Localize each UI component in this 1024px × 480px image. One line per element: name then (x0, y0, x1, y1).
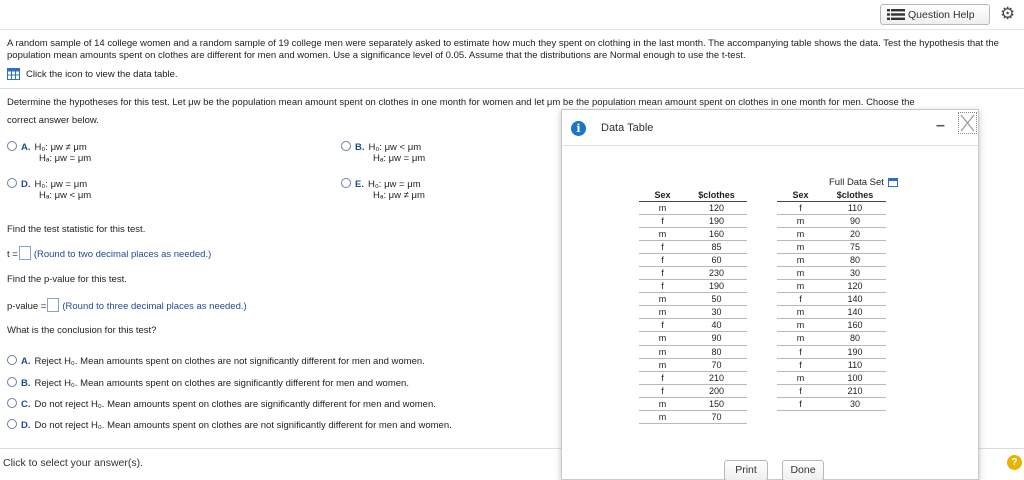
minimize-button[interactable]: – (936, 117, 945, 134)
p-value-row (7, 298, 247, 312)
table-cell: 30 (686, 306, 747, 319)
option-h0: H₀: μw ≠ μm (34, 142, 87, 153)
t-hint: (Round to two decimal places as needed.) (33, 249, 212, 260)
table-row (639, 319, 886, 332)
radio-button[interactable] (7, 419, 17, 429)
p-value-question: Find the p-value for this test. (7, 274, 127, 285)
close-button[interactable] (958, 112, 977, 134)
table-row (639, 253, 886, 266)
radio-button[interactable] (7, 141, 17, 151)
table-cell: 160 (686, 227, 747, 240)
table-cell: f (639, 384, 686, 397)
column-header: $clothes (824, 189, 886, 201)
table-cell: m (777, 280, 824, 293)
table-cell: m (777, 266, 824, 279)
table-cell: 70 (686, 411, 747, 424)
table-cell: f (639, 280, 686, 293)
copy-icon[interactable] (888, 178, 898, 187)
table-row (639, 293, 886, 306)
option-ha: Hₐ: μw = μm (39, 153, 92, 164)
table-cell: f (777, 358, 824, 371)
conclusion-text: Reject H₀. Mean amounts spent on clothes are significantly different for men and women. (34, 378, 409, 389)
hypothesis-option-a[interactable]: A. H₀: μw ≠ μm Hₐ: μw = μm (7, 141, 91, 164)
table-cell: 150 (686, 397, 747, 410)
column-header: $clothes (686, 189, 747, 201)
table-cell: 210 (686, 371, 747, 384)
table-cell: f (777, 293, 824, 306)
conclusion-option-d[interactable]: D. Do not reject H₀. Mean amounts spent on clothes are not significantly different for men and women. (7, 419, 452, 431)
question-help-label: Question Help (908, 8, 975, 21)
table-row (639, 332, 886, 345)
table-cell: 30 (824, 266, 886, 279)
option-ha: Hₐ: μw ≠ μm (373, 190, 425, 201)
problem-intro: A random sample of 14 college women and a random sample of 19 college men were separately asked to estimate how much they spent on clothing in the last month. The accompanying table shows the data. Test the hypothesis that the population mean amounts spent on clothes are different for men and women. Use a significance level of 0.05. Assume that the distributions are Normal enough to use the t-test. (7, 38, 999, 61)
table-row (639, 384, 886, 397)
table-row (639, 227, 886, 240)
table-icon[interactable] (7, 68, 20, 80)
table-cell: f (639, 214, 686, 227)
print-button[interactable]: Print (724, 460, 768, 480)
table-cell: 50 (686, 293, 747, 306)
t-answer-input[interactable] (19, 246, 31, 260)
table-cell: m (777, 240, 824, 253)
table-row (639, 240, 886, 253)
table-cell: f (639, 266, 686, 279)
test-statistic-question: Find the test statistic for this test. (7, 224, 146, 235)
conclusion-text: Do not reject H₀. Mean amounts spent on clothes are significantly different for men and women. (34, 399, 436, 410)
table-row (639, 280, 886, 293)
data-table-dialog (561, 109, 979, 480)
table-cell: 110 (824, 358, 886, 371)
option-h0: H₀: μw = μm (34, 179, 88, 190)
table-cell: 60 (686, 253, 747, 266)
radio-button[interactable] (341, 141, 351, 151)
info-icon: i (571, 121, 586, 136)
table-cell: 80 (824, 332, 886, 345)
table-cell: 120 (686, 201, 747, 214)
table-cell: 140 (824, 306, 886, 319)
radio-button[interactable] (7, 398, 17, 408)
table-cell: 80 (824, 253, 886, 266)
table-cell: m (777, 227, 824, 240)
table-cell: m (777, 332, 824, 345)
radio-button[interactable] (7, 355, 17, 365)
table-cell: f (777, 384, 824, 397)
hypothesis-option-b[interactable]: B. H₀: μw < μm Hₐ: μw = μm (341, 141, 425, 164)
table-cell: 80 (686, 345, 747, 358)
full-data-set-link[interactable] (829, 177, 898, 188)
table-cell: 230 (686, 266, 747, 279)
table-cell: 190 (686, 280, 747, 293)
conclusion-option-b[interactable]: B. Reject H₀. Mean amounts spent on clothes are significantly different for men and women. (7, 377, 409, 389)
table-cell: m (777, 306, 824, 319)
conclusion-question: What is the conclusion for this test? (7, 325, 157, 336)
table-row (639, 201, 886, 214)
conclusion-text: Do not reject H₀. Mean amounts spent on clothes are not significantly different for men and women. (34, 420, 452, 431)
help-question-icon[interactable]: ? (1007, 455, 1022, 470)
hypothesis-question-continued: correct answer below. (7, 115, 99, 126)
table-row (639, 411, 886, 424)
hypothesis-option-d[interactable]: D. H₀: μw = μm Hₐ: μw < μm (7, 178, 91, 201)
table-cell: 120 (824, 280, 886, 293)
p-label: p-value = (7, 301, 47, 312)
table-cell: 190 (686, 214, 747, 227)
table-cell: m (777, 214, 824, 227)
table-row (639, 345, 886, 358)
table-cell: m (639, 397, 686, 410)
table-cell: m (639, 358, 686, 371)
dialog-title: Data Table (601, 122, 654, 134)
status-text: Click to select your answer(s). (3, 457, 144, 469)
done-button[interactable]: Done (782, 460, 824, 480)
table-cell: 70 (686, 358, 747, 371)
table-cell: 90 (686, 332, 747, 345)
table-cell: m (639, 227, 686, 240)
radio-button[interactable] (341, 178, 351, 188)
table-cell: m (639, 201, 686, 214)
radio-button[interactable] (7, 377, 17, 387)
table-cell: f (639, 253, 686, 266)
test-statistic-row (7, 246, 211, 260)
conclusion-text: Reject H₀. Mean amounts spent on clothes are not significantly different for men and women. (34, 356, 425, 367)
table-cell: 110 (824, 201, 886, 214)
table-cell: m (777, 253, 824, 266)
table-cell: 200 (686, 384, 747, 397)
view-data-text: Click the icon to view the data table. (26, 68, 178, 80)
t-label: t = (7, 249, 18, 260)
table-cell: m (639, 345, 686, 358)
table-row (639, 358, 886, 371)
hypothesis-option-e[interactable]: E. H₀: μw = μm Hₐ: μw ≠ μm (341, 178, 425, 201)
table-cell: 190 (824, 345, 886, 358)
table-row (639, 214, 886, 227)
section-divider (0, 88, 1024, 89)
option-h0: H₀: μw = μm (367, 179, 421, 190)
table-cell: 85 (686, 240, 747, 253)
table-cell: m (777, 319, 824, 332)
view-data-link[interactable] (7, 68, 178, 80)
p-hint: (Round to three decimal places as needed.) (62, 301, 247, 312)
table-cell: f (639, 371, 686, 384)
table-cell: 20 (824, 227, 886, 240)
column-header: Sex (777, 189, 824, 201)
table-cell: 90 (824, 214, 886, 227)
table-cell: 140 (824, 293, 886, 306)
data-table (639, 189, 886, 424)
table-cell: f (639, 319, 686, 332)
table-cell: 40 (686, 319, 747, 332)
table-cell: m (777, 371, 824, 384)
list-icon (887, 9, 905, 20)
p-answer-input[interactable] (47, 298, 59, 312)
dialog-header (562, 110, 978, 146)
table-cell: f (777, 397, 824, 410)
table-cell: f (777, 201, 824, 214)
table-cell: 160 (824, 319, 886, 332)
option-h0: H₀: μw < μm (368, 142, 422, 153)
table-cell: 210 (824, 384, 886, 397)
table-cell: m (639, 411, 686, 424)
table-cell: f (639, 240, 686, 253)
table-row (639, 371, 886, 384)
table-cell: 30 (824, 397, 886, 410)
table-row (639, 397, 886, 410)
full-data-set-label: Full Data Set (829, 177, 884, 188)
table-cell: 75 (824, 240, 886, 253)
table-cell: m (639, 293, 686, 306)
gear-icon[interactable]: ⚙ (1000, 4, 1016, 23)
option-ha: Hₐ: μw < μm (39, 190, 92, 201)
conclusion-option-c[interactable]: C. Do not reject H₀. Mean amounts spent on clothes are significantly different for men and women. (7, 398, 436, 410)
table-cell: 100 (824, 371, 886, 384)
table-header-row (639, 189, 886, 201)
table-cell: f (777, 345, 824, 358)
hypothesis-question: Determine the hypotheses for this test. Let μw be the population mean amount spent on clothes in one month for women and let μm be the population mean amount spent on clothes in one month for men. Choose the (7, 97, 915, 108)
question-help-button[interactable] (880, 4, 990, 25)
close-icon (959, 113, 976, 133)
table-row (639, 306, 886, 319)
radio-button[interactable] (7, 178, 17, 188)
table-cell: m (639, 306, 686, 319)
option-ha: Hₐ: μw = μm (373, 153, 426, 164)
conclusion-option-a[interactable]: A. Reject H₀. Mean amounts spent on clothes are not significantly different for men and women. (7, 355, 425, 367)
column-header: Sex (639, 189, 686, 201)
table-row (639, 266, 886, 279)
table-cell: m (639, 332, 686, 345)
top-toolbar (0, 0, 1024, 30)
